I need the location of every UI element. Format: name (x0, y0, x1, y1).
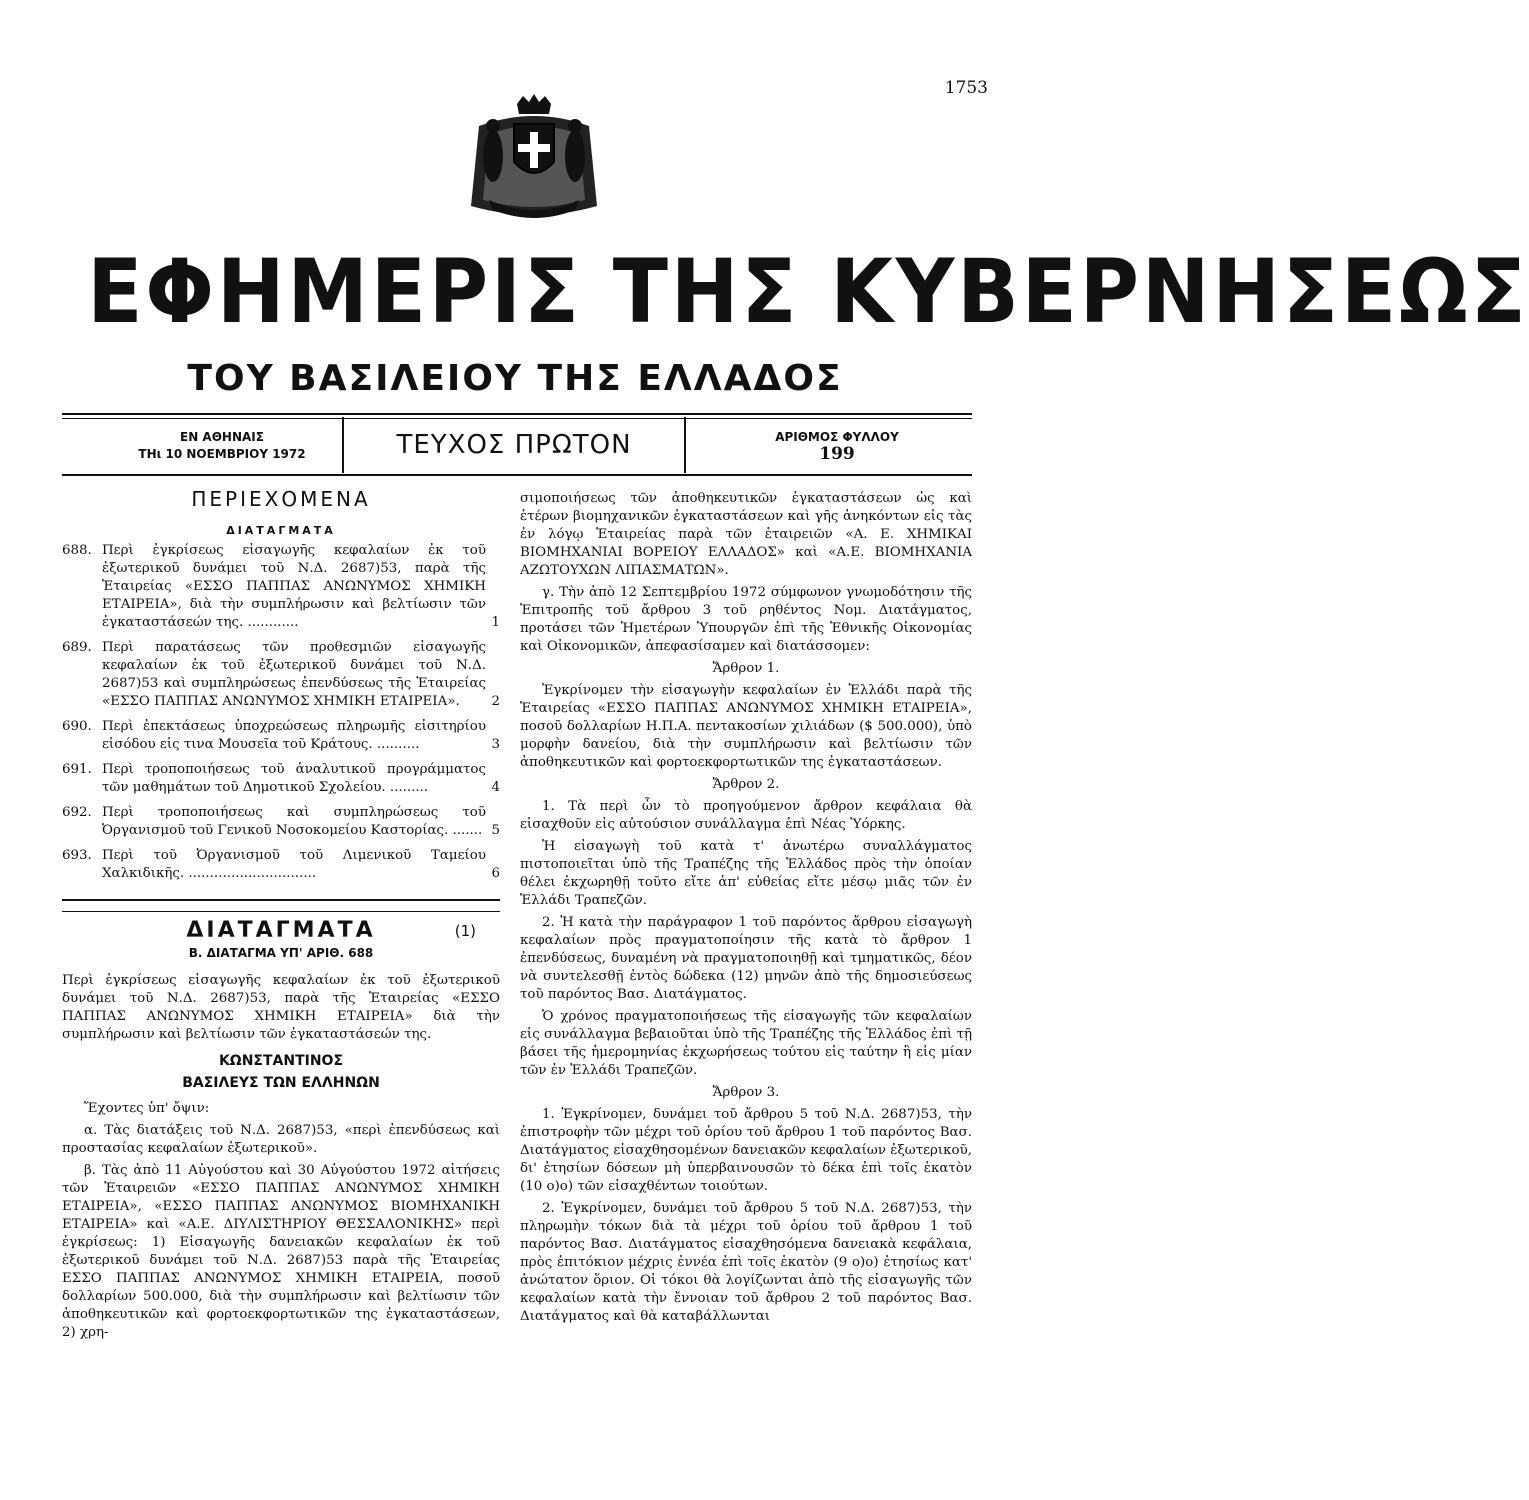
issue-info-bar (62, 417, 972, 473)
entry-number: 690. (62, 719, 92, 734)
continuation-text: σιμοποιήσεως τῶν ἀποθηκευτικῶν ἐγκαταστάσεων ὡς καὶ ἑτέρων βιομηχανικῶν ἐγκαταστάσεων καὶ γῆς ἀνηκόντων εἰς τὰς ἐν λόγῳ Ἑταιρείας παρὰ τῶν ἑταιρειῶν «Α. Ε. ΧΗΜΙΚΑΙ ΒΙΟΜΗΧΑΝΙΑΙ ΒΟΡΕΙΟΥ ΕΛΛΑΔΟΣ» καὶ «Α.Ε. ΒΙΟΜΗΧΑΝΙΑ ΑΖΩΤΟΥΧΩΝ ΛΙΠΑΣΜΑΤΩΝ». (520, 491, 972, 578)
entry-page: 1 (491, 615, 500, 630)
section-divider (62, 899, 500, 901)
article-2-paragraph-4: Ὁ χρόνος πραγματοποιήσεως τῆς εἰσαγωγῆς τῶν κεφαλαίων εἰς συνάλλαγμα βεβαιοῦται ὑπὸ τῆς Τραπέζης τῆς Ἑλλάδος ἐπὶ τῇ βάσει τῆς ἡμερομηνίας ἐκχωρήσεως τούτου εἰς ταύτην ἢ εἰς μίαν τῶν ἐν Ἑλλάδι Τραπεζῶν. (520, 1009, 972, 1078)
issue-date: ΤΗι 10 ΝΟΕΜΒΡΙΟΥ 1972 (138, 447, 306, 461)
issue-sheet (702, 429, 972, 463)
entry-text: Περὶ παρατάσεως τῶν προθεσμιῶν εἰσαγωγῆς κεφαλαίων ἐκ τοῦ ἐξωτερικοῦ δυνάμει τοῦ Ν.Δ. 2687)53 καὶ συμπληρώσεως ἐπενδύσεως τῆς Ἑταιρείας «ΕΣΣΟ ΠΑΠΠΑΣ ΑΝΩΝΥΜΟΣ ΧΗΜΙΚΗ ΕΤΑΙΡΕΙΑ». (102, 640, 486, 709)
contents-entry (62, 761, 500, 797)
entry-page: 4 (491, 780, 500, 795)
entry-number: 692. (62, 805, 92, 820)
masthead-subtitle: ΤΟΥ ΒΑΣΙΛΕΙΟΥ ΤΗΣ ΕΛΛΑΔΟΣ (187, 358, 843, 399)
entry-text: Περὶ ἐγκρίσεως εἰσαγωγῆς κεφαλαίων ἐκ τοῦ ἐξωτερικοῦ δυνάμει τοῦ Ν.Δ. 2687)53, παρὰ τῆς Ἑταιρείας «ΕΣΣΟ ΠΑΠΠΑΣ ΑΝΩΝΥΜΟΣ ΧΗΜΙΚΗ ΕΤΑΙΡΕΙΑ», διὰ τὴν συμπλήρωσιν καὶ βελτίωσιν τῶν ἐγκαταστάσεών της. ............ (102, 543, 486, 630)
article-1-text: Ἐγκρίνομεν τὴν εἰσαγωγὴν κεφαλαίων ἐν Ἑλλάδι παρὰ τῆς Ἑταιρείας «ΕΣΣΟ ΠΑΠΠΑΣ ΑΝΩΝΥΜΟΣ ΧΗΜΙΚΗ ΕΤΑΙΡΕΙΑ», ποσοῦ δολλαρίων Η.Π.Α. πεντακοσίων χιλιάδων ($ 500.000), ὑπὸ μορφὴν δανείου, διὰ τὴν συμπλήρωσιν καὶ βελτίωσιν τῶν ἀποθηκευτικῶν καὶ φορτοεκφορτωτικῶν της ἐγκαταστάσεων. (520, 683, 972, 770)
contents-entry (62, 639, 500, 711)
article-3-title: Ἄρθρον 3. (712, 1085, 780, 1100)
issue-place: ΕΝ ΑΘΗΝΑΙΣ (180, 430, 264, 444)
entry-page: 2 (491, 694, 500, 709)
entry-page: 3 (491, 737, 500, 752)
masthead-divider (62, 413, 972, 415)
article-2-paragraph-1: 1. Τὰ περὶ ὧν τὸ προηγούμενον ἄρθρον κεφάλαια θὰ εἰσαχθοῦν εἰς αὐτούσιον συνάλλαγμα ἐπὶ Νέας Ὑόρκης. (520, 799, 972, 832)
contents-heading: ΠΕΡΙΕΧΟΜΕΝΑ (191, 487, 371, 511)
paragraph-a: α. Τὰς διατάξεις τοῦ Ν.Δ. 2687)53, «περὶ ἐπενδύσεως καὶ προστασίας κεφαλαίων ἐξωτερικοῦ». (62, 1123, 500, 1156)
royal-coat-of-arms-icon (459, 96, 609, 226)
sheet-label: ΑΡΙΘΜΟΣ ΦΥΛΛΟΥ (775, 430, 899, 444)
entry-text: Περὶ τροποποιήσεως καὶ συμπληρώσεως τοῦ Ὀργανισμοῦ τοῦ Γενικοῦ Νοσοκομείου Καστορίας. ....... (102, 805, 486, 838)
paragraph-c: γ. Τὴν ἀπὸ 12 Σεπτεμβρίου 1972 σύμφωνον γνωμοδότησιν τῆς Ἐπιτροπῆς τοῦ ἄρθρου 3 τοῦ ρηθέντος Νομ. Διατάγματος, προτάσει τῶν Ἡμετέρων Ὑπουργῶν ἐπὶ τῆς Ἐθνικῆς Οἰκονομίας καὶ Οἰκονομικῶν, ἀπεφασίσαμεν καὶ διατάσσομεν: (520, 585, 972, 654)
contents-entry (62, 847, 500, 883)
entry-page: 6 (491, 866, 500, 881)
king-name: ΚΩΝΣΤΑΝΤΙΝΟΣ (218, 1053, 344, 1069)
article-2-paragraph-2: Ἡ εἰσαγωγὴ τοῦ κατὰ τ' ἀνωτέρω συναλλάγματος πιστοποιεῖται ὑπὸ τῆς Τραπέζης τῆς Ἑλλάδος πρὸς τὴν ὁποίαν θέλει ἐκχωρηθῇ τοῦτο εἴτε ἀπ' εὐθείας εἴτε μέσῳ μιᾶς τῶν ἐν Ἑλλάδι Τραπεζῶν. (520, 839, 972, 908)
issue-divider (62, 474, 972, 476)
right-column (520, 490, 972, 1330)
page-number: 1753 (944, 78, 988, 98)
king-title: ΒΑΣΙΛΕΥΣ ΤΩΝ ΕΛΛΗΝΩΝ (182, 1075, 380, 1091)
issue-place-date (102, 429, 342, 463)
entry-number: 691. (62, 762, 92, 777)
contents-subheading: ΔΙΑΤΑΓΜΑΤΑ (226, 524, 336, 537)
entry-text: Περὶ τοῦ Ὀργανισμοῦ τοῦ Λιμενικοῦ Ταμείου Χαλκιδικῆς. .............................. (102, 848, 486, 881)
article-3-paragraph-1: 1. Ἐγκρίνομεν, δυνάμει τοῦ ἄρθρου 5 τοῦ Ν.Δ. 2687)53, τὴν ἐπιστροφὴν τῶν μέχρι τοῦ ὁρίου τοῦ ἄρθρου 1 τοῦ παρόντος Βασ. Διατάγματος εἰσαχθησομένων δανειακῶν κεφαλαίων ἐξωτερικοῦ, δι' ἐτησίων δόσεων μὴ ὑπερβαινουσῶν τὸ δέκα ἐπὶ τοῖς ἑκατὸν (10 ο)ο) τῶν εἰσαχθέντων τοιούτων. (520, 1107, 973, 1194)
issue-volume: ΤΕΥΧΟΣ ΠΡΩΤΟΝ (342, 417, 686, 473)
article-1-title: Ἄρθρον 1. (712, 661, 780, 676)
having-regard: Ἔχοντες ὑπ' ὄψιν: (84, 1101, 210, 1116)
masthead-title: ΕΦΗΜΕΡΙΣ ΤΗΣ ΚΥΒΕΡΝΗΣΕΩΣ (87, 240, 1529, 343)
decree-note: (1) (454, 922, 476, 940)
article-2-title: Ἄρθρον 2. (712, 777, 780, 792)
sheet-number: 199 (819, 444, 855, 464)
contents-entry (62, 804, 500, 840)
contents-entry (62, 718, 500, 754)
entry-number: 693. (62, 848, 92, 863)
decree-subject: Περὶ ἐγκρίσεως εἰσαγωγῆς κεφαλαίων ἐκ τοῦ ἐξωτερικοῦ δυνάμει τοῦ Ν.Δ. 2687)53, παρὰ τῆς Ἑταιρείας «ΕΣΣΟ ΠΑΠΠΑΣ ΑΝΩΝΥΜΟΣ ΧΗΜΙΚΗ ΕΤΑΙΡΕΙΑ» διὰ τὴν συμπλήρωσιν καὶ βελτίωσιν τῶν ἐγκαταστάσεών της. (62, 973, 500, 1042)
paragraph-b: β. Τὰς ἀπὸ 11 Αὐγούστου καὶ 30 Αὐγούστου 1972 αἰτήσεις τῶν Ἑταιρειῶν «ΕΣΣΟ ΠΑΠΠΑΣ ΑΝΩΝΥΜΟΣ ΧΗΜΙΚΗ ΕΤΑΙΡΕΙΑ», «ΕΣΣΟ ΠΑΠΠΑΣ ΑΝΩΝΥΜΟΣ ΒΙΟΜΗΧΑΝΙΚΗ ΕΤΑΙΡΕΙΑ» καὶ «Α.Ε. ΔΙΥΛΙΣΤΗΡΙΟΥ ΘΕΣΣΑΛΟΝΙΚΗΣ» περὶ ἐγκρίσεως: 1) Εἰσαγωγῆς δανειακῶν κεφαλαίων ἐκ τοῦ ἐξωτερικοῦ δυνάμει τοῦ Ν.Δ. 2687)53 παρὰ τῆς Ἑταιρείας ΕΣΣΟ ΠΑΠΠΑΣ ΑΝΩΝΥΜΟΣ ΧΗΜΙΚΗ ΕΤΑΙΡΕΙΑ, ποσοῦ δολλαρίων 500.000, διὰ τὴν συμπλήρωσιν καὶ βελτίωσιν τῶν ἀποθηκευτικῶν καὶ φορτοεκφορτωτικῶν της ἐγκαταστάσεων, 2) χρη- (62, 1163, 500, 1340)
left-column (62, 487, 500, 1346)
entry-number: 689. (62, 640, 92, 655)
entry-number: 688. (62, 543, 92, 558)
article-2-paragraph-3: 2. Ἡ κατὰ τὴν παράγραφον 1 τοῦ παρόντος ἄρθρου εἰσαγωγὴ κεφαλαίων πρὸς πραγματοποίησιν τῆς κατὰ τὸ ἄρθρον 1 ἐπενδύσεως, δυναμένη νὰ πραγματοποιηθῇ καὶ τμηματικῶς, δέον νὰ συντελεσθῇ ἐντὸς δώδεκα (12) μηνῶν ἀπὸ τῆς δημοσιεύσεως τοῦ παρόντος Βασ. Διατάγματος. (520, 915, 972, 1002)
entry-text: Περὶ ἐπεκτάσεως ὑποχρεώσεως πληρωμῆς εἰσιτηρίου εἰσόδου εἰς τινα Μουσεῖα τοῦ Κράτους. .......... (102, 719, 486, 752)
decree-number: Β. ΔΙΑΤΑΓΜΑ ΥΠ' ΑΡΙΘ. 688 (188, 946, 374, 960)
entry-page: 5 (491, 823, 500, 838)
contents-entry (62, 542, 500, 632)
decrees-heading: ΔΙΑΤΑΓΜΑΤΑ (186, 918, 376, 943)
section-divider-thin (62, 911, 500, 912)
article-3-paragraph-2: 2. Ἐγκρίνομεν, δυνάμει τοῦ ἄρθρου 5 τοῦ Ν.Δ. 2687)53, τὴν πληρωμὴν τόκων διὰ τὰ μέχρι τοῦ ὁρίου τοῦ ἄρθρου 1 τοῦ παρόντος Βασ. Διατάγματος εἰσαχθησόμενα δανειακὰ κεφάλαια, πρὸς ἐπιτόκιον μέχρις ἐννέα ἐπὶ τοῖς ἑκατὸν (9 ο)ο) ἐτησίως κατ' ἀνώτατον ὅριον. Οἱ τόκοι θὰ λογίζωνται ἀπὸ τῆς εἰσαγωγῆς τῶν κεφαλαίων κατὰ τὴν ἔννοιαν τοῦ ἄρθρου 2 τοῦ παρόντος Βασ. Διατάγματος καὶ θὰ καταβάλλωνται (520, 1201, 972, 1324)
entry-text: Περὶ τροποποιήσεως τοῦ ἀναλυτικοῦ προγράμματος τῶν μαθημάτων τοῦ Δημοτικοῦ Σχολείου. ......... (102, 762, 486, 795)
